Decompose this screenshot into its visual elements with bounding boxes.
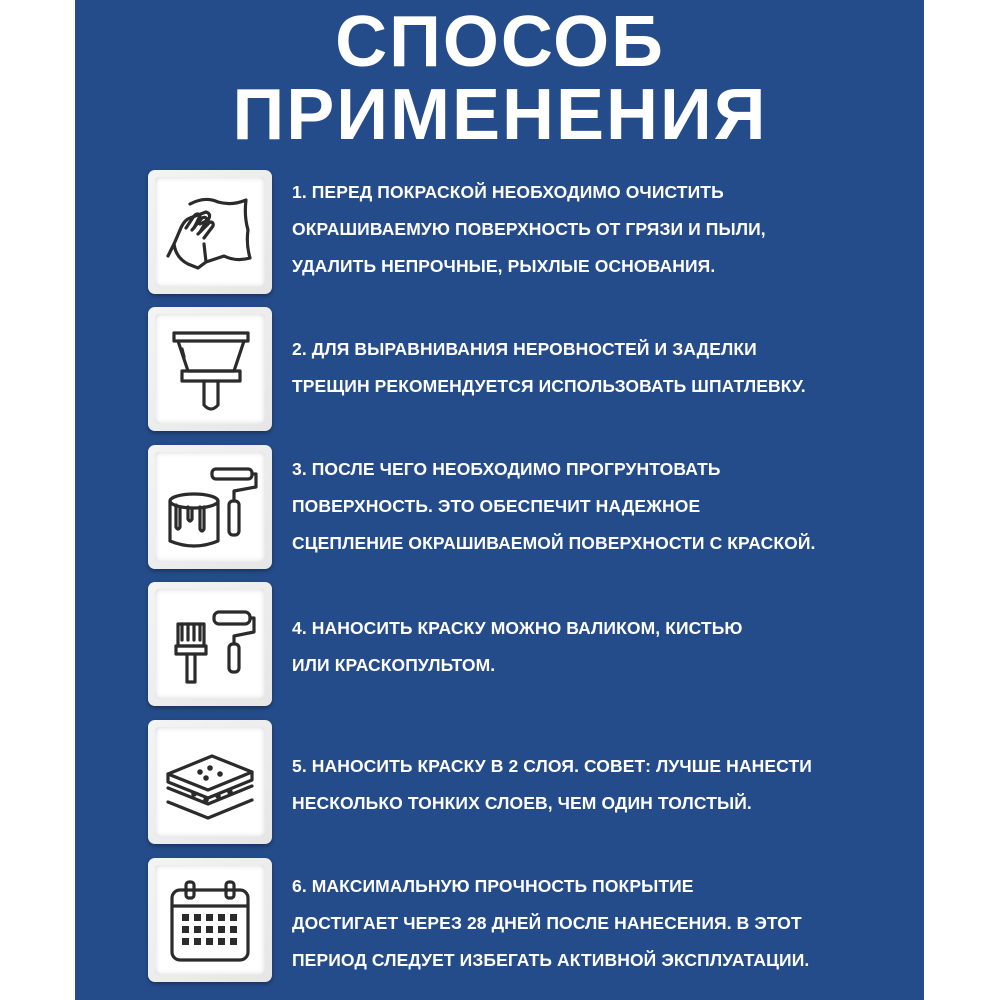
- step-6-text: [292, 868, 932, 979]
- step-2-text: [292, 331, 932, 405]
- step-4-line-2: ИЛИ КРАСКОПУЛЬТОМ.: [292, 655, 496, 675]
- step-4-icon-tile: [148, 582, 272, 706]
- layers-icon: [160, 732, 260, 832]
- step-3-text: [292, 451, 932, 562]
- step-1-line-3: УДАЛИТЬ НЕПРОЧНЫЕ, РЫХЛЫЕ ОСНОВАНИЯ.: [292, 256, 716, 276]
- step-4: [148, 582, 928, 708]
- step-5-line-1: 5. НАНОСИТЬ КРАСКУ В 2 СЛОЯ. СОВЕТ: ЛУЧШЕ НАНЕСТИ: [292, 756, 812, 776]
- step-6-icon-tile: [148, 858, 272, 982]
- step-6-line-3: ПЕРИОД СЛЕДУЕТ ИЗБЕГАТЬ АКТИВНОЙ ЭКСПЛУАТАЦИИ.: [292, 950, 810, 970]
- wiping-cloth-hand-icon: [160, 182, 260, 282]
- step-5-text: [292, 748, 932, 822]
- step-3-line-2: ПОВЕРХНОСТЬ. ЭТО ОБЕСПЕЧИТ НАДЕЖНОЕ: [292, 496, 701, 516]
- step-5-icon-tile: [148, 720, 272, 844]
- step-1-text: [292, 174, 932, 285]
- step-4-line-1: 4. НАНОСИТЬ КРАСКУ МОЖНО ВАЛИКОМ, КИСТЬЮ: [292, 618, 743, 638]
- step-5-line-2: НЕСКОЛЬКО ТОНКИХ СЛОЕВ, ЧЕМ ОДИН ТОЛСТЫЙ.: [292, 793, 752, 813]
- step-3: [148, 445, 928, 571]
- brush-and-roller-icon: [160, 594, 260, 694]
- step-1-icon-tile: [148, 170, 272, 294]
- step-1-line-2: ОКРАШИВАЕМУЮ ПОВЕРХНОСТЬ ОТ ГРЯЗИ И ПЫЛИ,: [292, 219, 766, 239]
- step-2-icon-tile: [148, 307, 272, 431]
- step-2-line-1: 2. ДЛЯ ВЫРАВНИВАНИЯ НЕРОВНОСТЕЙ И ЗАДЕЛКИ: [292, 339, 757, 359]
- paint-bucket-roller-icon: [160, 457, 260, 557]
- calendar-icon: [160, 870, 260, 970]
- step-6: [148, 858, 928, 984]
- putty-knife-icon: [160, 319, 260, 419]
- step-3-line-3: СЦЕПЛЕНИЕ ОКРАШИВАЕМОЙ ПОВЕРХНОСТИ С КРАСКОЙ.: [292, 533, 816, 553]
- page-title-line-1: СПОСОБ: [335, 2, 665, 82]
- step-3-icon-tile: [148, 445, 272, 569]
- step-1-line-1: 1. ПЕРЕД ПОКРАСКОЙ НЕОБХОДИМО ОЧИСТИТЬ: [292, 182, 724, 202]
- step-6-line-1: 6. МАКСИМАЛЬНУЮ ПРОЧНОСТЬ ПОКРЫТИЕ: [292, 876, 694, 896]
- step-1: [148, 170, 928, 296]
- step-2-line-2: ТРЕЩИН РЕКОМЕНДУЕТСЯ ИСПОЛЬЗОВАТЬ ШПАТЛЕВКУ.: [292, 376, 806, 396]
- step-6-line-2: ДОСТИГАЕТ ЧЕРЕЗ 28 ДНЕЙ ПОСЛЕ НАНЕСЕНИЯ. В ЭТОТ: [292, 913, 802, 933]
- step-3-line-1: 3. ПОСЛЕ ЧЕГО НЕОБХОДИМО ПРОГРУНТОВАТЬ: [292, 459, 721, 479]
- step-4-text: [292, 610, 932, 684]
- step-2: [148, 307, 928, 433]
- page-title-line-2: ПРИМЕНЕНИЯ: [232, 75, 768, 155]
- step-5: [148, 720, 928, 846]
